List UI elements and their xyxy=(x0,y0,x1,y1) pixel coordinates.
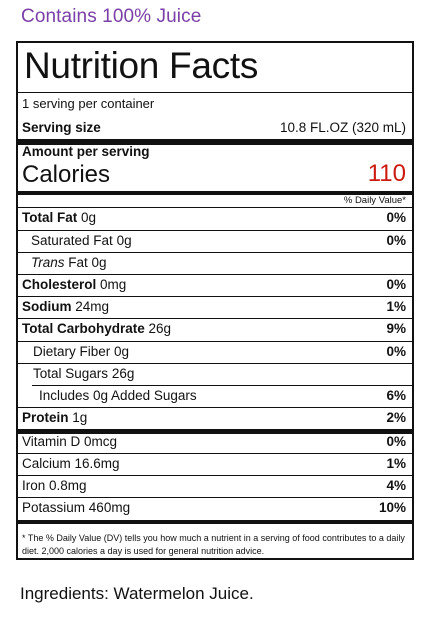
vitamin-name: Calcium xyxy=(22,456,71,471)
nutrient-dv: 0% xyxy=(386,233,406,248)
servings-per-container: 1 serving per container xyxy=(22,96,155,111)
daily-value-footnote: * The % Daily Value (DV) tells you how much a nutrient in a serving of food contributes to a daily diet. 2,000 calories a day is used for general nutrition advice. xyxy=(22,533,405,556)
panel-title: Nutrition Facts xyxy=(24,45,259,86)
nutrient-dv: 2% xyxy=(386,410,406,425)
divider xyxy=(18,230,412,231)
nutrition-facts-panel xyxy=(16,41,414,560)
nutrient-row-cholesterol xyxy=(22,277,126,292)
nutrient-amount: 0mg xyxy=(100,277,127,292)
vitamin-amount: 16.6mg xyxy=(74,456,120,471)
vitamin-name: Vitamin D xyxy=(22,434,81,449)
nutrient-dv: 1% xyxy=(386,299,406,314)
divider xyxy=(18,407,412,408)
divider xyxy=(18,296,412,297)
nutrient-amount: 26g xyxy=(148,321,172,336)
vitamin-amount: 0mcg xyxy=(84,434,118,449)
nutrient-row-dietary-fiber xyxy=(33,344,129,359)
divider xyxy=(18,207,412,208)
nutrient-row-sodium xyxy=(22,299,109,314)
nutrient-name: Cholesterol xyxy=(22,277,97,292)
nutrient-name-italic: Trans xyxy=(31,255,65,270)
nutrient-row-protein xyxy=(22,410,87,425)
divider xyxy=(18,341,412,342)
nutrient-dv: 0% xyxy=(386,210,406,225)
vitamin-name: Iron xyxy=(22,478,46,493)
serving-size-value: 10.8 FL.OZ (320 mL) xyxy=(279,120,406,135)
nutrient-row-total-sugars xyxy=(33,366,134,381)
daily-value-header: % Daily Value* xyxy=(343,195,406,206)
vitamin-row-iron xyxy=(22,478,87,493)
divider xyxy=(18,475,412,476)
nutrient-amount: 26g xyxy=(111,366,135,381)
divider xyxy=(32,385,412,386)
nutrient-name: Dietary Fiber xyxy=(33,344,111,359)
calories-label: Calories xyxy=(22,161,111,188)
calories-value: 110 xyxy=(367,160,406,187)
nutrient-row-trans-fat xyxy=(31,255,107,270)
vitamin-dv: 4% xyxy=(386,478,406,493)
nutrient-name: Protein xyxy=(22,410,69,425)
nutrient-amount: 0g xyxy=(81,210,97,225)
nutrient-row-added-sugars: Includes 0g Added Sugars xyxy=(39,388,197,403)
vitamin-dv: 0% xyxy=(386,434,406,449)
divider xyxy=(18,252,412,253)
nutrient-dv: 0% xyxy=(386,277,406,292)
nutrient-name: Total Sugars xyxy=(33,366,109,381)
nutrient-row-saturated-fat xyxy=(31,233,132,248)
divider xyxy=(18,92,412,93)
amount-per-serving: Amount per serving xyxy=(22,144,150,159)
serving-size-label: Serving size xyxy=(22,120,101,135)
nutrient-name: Total Fat xyxy=(22,210,78,225)
nutrient-amount: 0g xyxy=(116,233,132,248)
nutrient-amount: 24mg xyxy=(75,299,110,314)
vitamin-row-vitamin-d xyxy=(22,434,117,449)
nutrient-dv: 6% xyxy=(386,388,406,403)
divider xyxy=(18,318,412,319)
medium-divider xyxy=(18,520,412,524)
juice-content-banner: Contains 100% Juice xyxy=(21,6,202,27)
divider xyxy=(18,453,412,454)
nutrient-dv: 0% xyxy=(386,344,406,359)
nutrient-name: Saturated Fat xyxy=(31,233,113,248)
nutrient-amount: 0g xyxy=(91,255,107,270)
nutrient-row-total-fat xyxy=(22,210,96,225)
divider xyxy=(18,497,412,498)
vitamin-row-potassium xyxy=(22,500,130,515)
nutrient-name: Total Carbohydrate xyxy=(22,321,145,336)
vitamin-amount: 460mg xyxy=(88,500,131,515)
divider xyxy=(18,274,412,275)
vitamin-amount: 0.8mg xyxy=(49,478,87,493)
vitamin-dv: 10% xyxy=(378,500,406,515)
nutrient-row-total-carbohydrate xyxy=(22,321,171,336)
vitamin-dv: 1% xyxy=(386,456,406,471)
divider xyxy=(18,363,412,364)
nutrient-amount: 0g xyxy=(114,344,130,359)
nutrient-dv: 9% xyxy=(386,321,406,336)
nutrient-name: Fat xyxy=(64,255,88,270)
nutrient-name: Sodium xyxy=(22,299,72,314)
vitamin-name: Potassium xyxy=(22,500,86,515)
nutrient-amount: 1g xyxy=(72,410,88,425)
vitamin-row-calcium xyxy=(22,456,120,471)
ingredients-statement: Ingredients: Watermelon Juice. xyxy=(20,584,254,603)
